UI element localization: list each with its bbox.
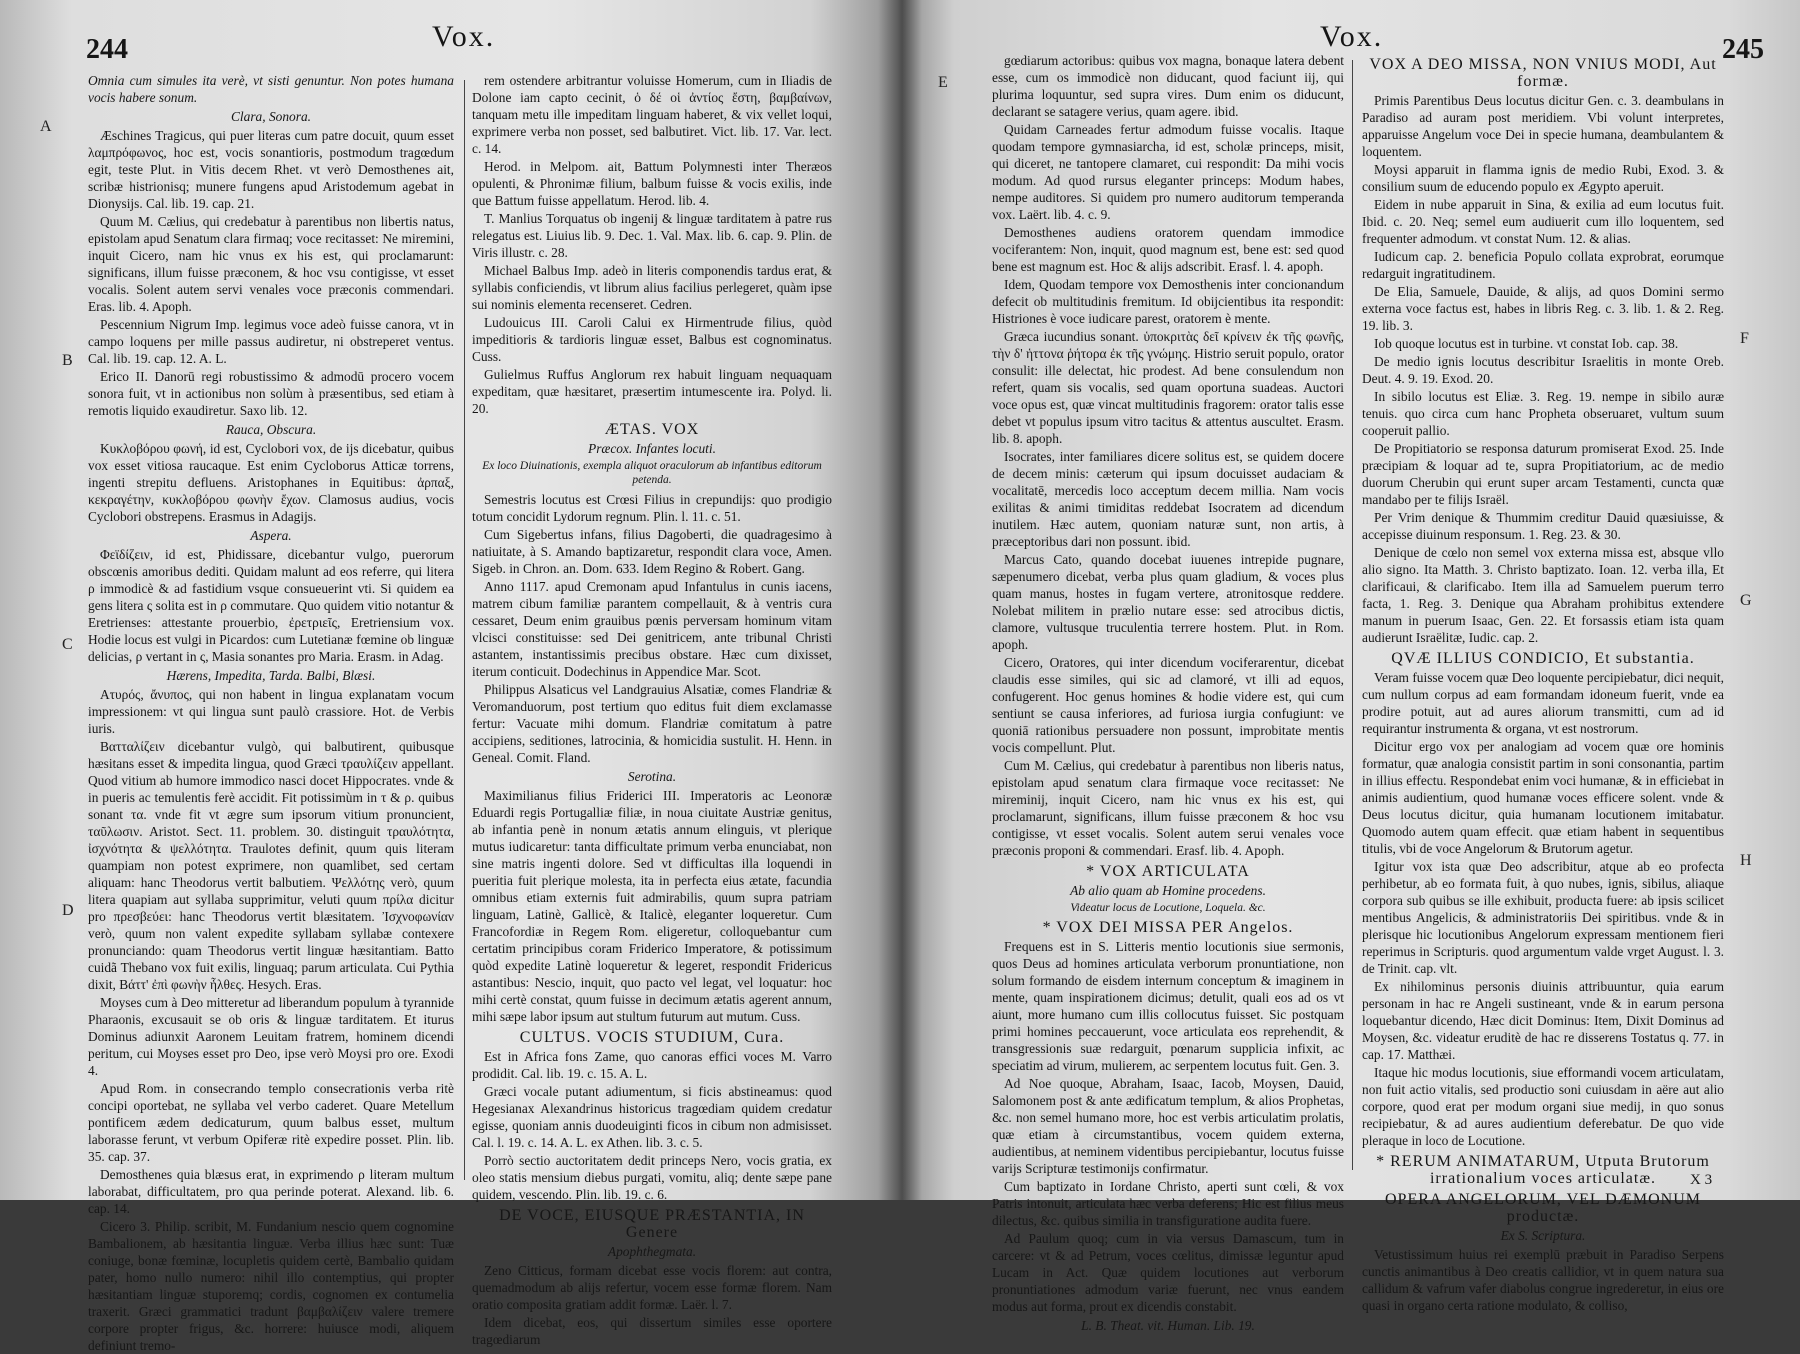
column-rule [1352,60,1353,1170]
paragraph: In sibilo locutus est Eliæ. 3. Reg. 19. nempe in sibilo auræ tenuis. quo circa cum hanc Propheta obseruaret, vultum suum cooperuit pallio. [1362,389,1724,438]
paragraph: Dicitur ergo vox per analogiam ad vocem quæ ore hominis formatur, quæ analogia consistit partim in soni consonantia, partim in illius effectu. Respondebat enim voci humanæ, & in efficiebat in animis audientium, quod humanæ voces efficere solent. vnde & Deus locutus dicitur, quia humanam locutionem imitabatur. Quomodo autem quam effecit. quæ etiam habent in sequentibus titulis, vbi de voce Angelorum & Brutorum agetur. [1362,739,1724,856]
paragraph: Itaque hic modus locutionis, siue efformandi vocem articulatam, non fuit actio vitalis, sed productio soni cuiusdam in aëre aut alio corpore, quod erat per modum organi siue medij, in quo sonus recipiebatur, & ad aures audientium deferebatur. De quo vide pleraque in loco de Locutione. [1362,1065,1724,1148]
section-heading: VOX A DEO MISSA, NON VNIUS MODI, Aut formæ. [1369,56,1717,90]
paragraph: Βατταλίζειν dicebantur vulgò, qui balbutirent, quibusque hæsitans esset & impedita lingua, quod Græci τραυλίζειν appellant. Quod vitium ab humore immodico nasci docet Hippocrates. vnde & in pueris ac temulentis ferè accidit. Fit potissimùm in τ & ρ. quibus sonant τα. vnde fit vt ægre sum ipsorum vitium pronuncient, ταῦλωσιν. Aristot. Sect. 11. problem. 30. distinguit τραυλότητα, ἰσχνότητα & ψελλότητα. Traulotes definit, quum quis literam quampiam non potest exprimere, non quamlibet, sed certam aliquam: hanc Theodorus vertit balbutiem. Ψελλότης verò, quum litera quapiam aut syllaba supprimitur, veluti quum πρίλα dicitur pro πρεσβεύει: hanc Theodorus vertit blæsitatem. Ἰσχνοφωνίαν verò, quum non valent expedite syllabam syllabæ contexere pronunciando: quam Theodorus vertit linguæ hæsitantiam. Batto cuidã Thebano vox fuit exilis, linguaq; parum articulata. Cui Pythia dixit, Βάττ' ἐπὶ φωνὴν ἦλθες. Hesych. Eras. [88,739,454,992]
subheading: Rauca, Obscura. [225,422,317,437]
paragraph: Erico II. Danorū regi robustissimo & admodū procero vocem sonora fuit, vt in actionibus non solùm à præsentibus, sed etiam à remotis liquido exaudiretur. Saxo lib. 12. [88,369,454,418]
subheading: L. B. Theat. vit. Human. Lib. 19. [1081,1318,1255,1333]
margin-letter: H [1740,852,1752,869]
paragraph: gœdiarum actoribus: quibus vox magna, bonaque latera debent esse, cum os immodicè non diducant, quod faciunt iij, qui plurima loquuntur, sed supra vires. Dum enim os diducunt, declarant se satagere verius, quam agere. ibid. [992,53,1344,119]
cross-reference-note: Videatur locus de Locutione, Loquela. &c. [1070,902,1266,914]
paragraph: De medio ignis locutus describitur Israelitis in monte Oreb. Deut. 4. 9. 19. Exod. 20. [1362,354,1724,386]
margin-letter: B [62,352,73,369]
paragraph: T. Manlius Torquatus ob ingenij & linguæ tarditatem à patre rus relegatus est. Liuius lib. 9. Dec. 1. Val. Max. lib. 6. cap. 9. Plin. de Viris illustr. c. 28. [472,211,832,260]
section-heading: DE VOCE, EIUSQUE PRÆSTANTIA, IN Genere [499,1207,805,1241]
paragraph: Cum baptizato in Iordane Christo, aperti sunt cœli, & vox Patris intonuit, articulata hæc verba deferens; Hic est filius meus dilectus, &c. quibus similia in transfiguratione audita fuere. [992,1179,1344,1228]
running-head: Vox. [432,20,496,53]
margin-letter: D [62,902,74,919]
margin-letter: C [62,636,73,653]
section-heading: CULTUS. VOCIS STUDIUM, Cura. [519,1029,785,1046]
verse-line: Omnia cum simules ita verè, vt sisti genuntur. Non potes humana vocis habere sonum. [88,73,454,105]
section-heading: * VOX ARTICULATA [1086,863,1250,880]
running-head: Vox. [1320,20,1384,53]
page-number: 244 [86,34,128,65]
subheading: Præcox. Infantes locuti. [588,441,716,456]
paragraph: Vetustissimum huius rei exemplū præbuit in Paradiso Serpens cunctis animantibus à Deo creatis callidior, vt in quem natura sua callidum & vafrum vafer diabolus congrue ingrederetur, in eius ore quasi in organo certa ratione modulato, & colliso, [1362,1247,1724,1313]
page-number: 245 [1722,34,1764,65]
column-rule [464,80,465,1180]
paragraph: Per Vrim denique & Thummim creditur Dauid quæsiuisse, & accepisse diuinum responsum. 1. Reg. 23. & 30. [1362,510,1724,542]
paragraph: Frequens est in S. Litteris mentio locutionis siue sermonis, quos Deus ad homines articulata verborum pronuntiatione, non solum formando de eisdem internum conceptum & imaginem in mente, quam inspirationem dicimus; detulit, quali eos ad os vt aiunt, more humano cum illis collocutus fuisset. Sic postquam primi homines peccauerunt, voce articulata eos reprehendit, & transgressionis suæ redarguit, pœnarum supplicia infixit, ac speciatim ad virum, mulierem, ac serpentem locutus fuit. Gen. 3. [992,939,1344,1073]
paragraph: Gulielmus Ruffus Anglorum rex habuit linguam nequaquam expeditam, quæ hæsitaret, præsertim intumescente ira. Polyd. li. 20. [472,367,832,416]
subheading: Serotina. [627,769,677,784]
book-gutter [878,0,922,1200]
paragraph: Veram fuisse vocem quæ Deo loquente percipiebatur, dici nequit, cum nullum corpus ad eam formandam idoneum fuerit, vnde ea prodire potuit, aut ad aures aliorum transmitti, cum ad id requirantur instrumenta & organa, vt est nostrorum. [1362,670,1724,736]
paragraph: rem ostendere arbitrantur voluisse Homerum, cum in Iliadis de Dolone iam capto cecinit, ὁ δέ οἱ ἀντίος ἔστη, βαμβαίνων, tanquam metu ille impeditam linguam haberet, & vix vellet loqui, exprimere verba non posset, sed balbutiret. Vict. lib. 17. Var. lect. c. 14. [472,73,832,156]
signature-mark: X 3 [1690,1172,1713,1188]
paragraph: Cum Sigebertus infans, filius Dagoberti, die quadragesimo à natiuitate, à S. Amando baptizaretur, respondit clara voce, Amen. Sigeb. in Chron. an. Dom. 633. Idem Regino & Robert. Gang. [472,527,832,576]
paragraph: Denique de cœlo non semel vox externa missa est, absque vllo alio signo. Ita Matth. 3. Christo baptizato. Ioan. 12. verba illa, Et clarificaui, & clarificabo. Item illa ad Samuelem puerum terro facta, 1. Reg. 3. Denique qua Abraham prohibitus extendere manum in puerum Isaac, Gen. 22. Et forsassis etiam ista quam audierunt Israëlitæ, Iudic. cap. 2. [1362,545,1724,645]
margin-letter: F [1740,330,1749,347]
section-heading: * RERUM ANIMATARUM, Utputa Brutorum irrationalium voces articulatæ. [1376,1153,1710,1187]
paragraph: Ex nihilominus personis diuinis attribuuntur, quia earum personam in hac re Angeli sustineant, vnde & in earum persona loquebantur dicendo, Hæc dicit Dominus: Item, Dixit Dominus ad Moysen, &c. videatur eruditè de hac re disserens Tostatus q. 77. in cap. 17. Matthæi. [1362,979,1724,1062]
paragraph: Cicero, Oratores, qui inter dicendum vociferarentur, dicebat claudis esse similes, qui sic ad clamoré, vt illi ad equos, confugerent. Hoc genus homines & hodie videre est, qui cum sentiunt se causa inferiores, ad furiosa iurgia confugiunt: ve quoniā rationibus persuadere non possunt, improbitate mentis vocis compellunt. Plut. [992,655,1344,755]
paragraph: Isocrates, inter familiares dicere solitus est, se quidem docere de decem minis: cæterum qui ipsum docuisset audaciam & vocalitatē, mercedis loco acceptum decem millia. Nam vocis exilitas & animi timiditas reddebat Isocratem ad dicendum inutilem. Hæc autem, quoniam naturæ sunt, non artis, à præceptoribus dari non possunt. ibid. [992,449,1344,549]
section-heading: OPERA ANGELORUM, VEL DÆMONUM productæ. [1384,1191,1702,1225]
paragraph: Maximilianus filius Friderici III. Imperatoris ac Leonoræ Eduardi regis Portugalliæ filiæ, in noua ciuitate Austriæ genitus, ab infantia penè in nonum ætatis annum elinguis, vt plerique mutus iudicaretur: tanta difficultate primum verba enunciabat, non sine matris ingenti dolore. Sed vt difficultas illa loquendi in pueritia fuit plerique molesta, ita in perfecta eius ætate, facundia omnibus etiam externis fuit admirabilis, quum supra patriam linguam, Latinè, Gallicè, & Italicè, eleganter loqueretur. Cum Francofordiæ in Regem Rom. eligeretur, colloquebantur cum certatim principibus coram Friderico Imperatore, & potissimum quòd expedite Latinè loqueretur & legeret, respondit Fridericus astantibus: Nescio, inquit, quo pacto vel legat, vel loquatur: hoc mihi certè constat, quum fuisse in decimum ætatis agerent annum, mihi sæpe labor ipsum aut stultum futurum aut mutum. Cuss. [472,788,832,1024]
paragraph: Igitur vox ista quæ Deo adscribitur, atque ab eo profecta perhibetur, ab eo formata fuit, à quo nubes, ignis, sibilus, aliaque corpora sub quibus se ille exhibuit, producta fuere: ab ipsis scilicet mentibus Angelicis, & administratoriis Dei spiritibus. vnde & in plerisque hic locutionibus Angelorum expressam mentionem fieri reperimus in Scripturis. quod argumentum valde vrget August. l. 3. de Trinit. cap. vlt. [1362,859,1724,976]
paragraph: De Propitiatorio se responsa daturum promiserat Exod. 25. Inde præcipiam & loquar ad te, supra Propitiatorium, ac de medio duorum Cherubin qui erunt super arcam Testamenti, cuncta quæ mandabo per te filijs Israël. [1362,441,1724,507]
paragraph: Moyses cum à Deo mitteretur ad liberandum populum à tyrannide Pharaonis, excusauit se ob oris & linguæ tarditatem. Et iturus Dominus adiunxit Aaronem Leuitam fratrem, hominem dicendi peritum, cui Moyses esset pro Deo, ipse verò Moysi pro ore. Exodi 4. [88,995,454,1078]
section-heading: QVÆ ILLIUS CONDICIO, Et substantia. [1391,650,1695,667]
text-column-left [88,72,454,1353]
margin-letter: G [1740,592,1752,609]
paragraph: Primis Parentibus Deus locutus dicitur Gen. c. 3. deambulans in Paradiso ad auram post meridiem. Vbi volunt interpretes, apparuisse Angelum voce Dei in specie humana, deambulantem & loquentem. [1362,93,1724,159]
paragraph: Semestris locutus est Crœsi Filius in crepundijs: quo prodigio totum concidit Lydorum regnum. Plin. l. 11. c. 51. [472,492,832,524]
paragraph: Quum M. Cælius, qui credebatur à parentibus non libertis natus, epistolam apud Senatum clara firmaq; voce recitasset: Ne miremini, inquit Cicero, nam hic vnus ex his est, qui proclamarunt: significans, illum fuisse præconem, & hoc vsu contigisse, vt esset vocalis. Solent autem servi venales voce præconis commendari. Eras. lib. 4. Apoph. [88,214,454,314]
paragraph: Græca iucundius sonant. ὑποκριτὰς δεῖ κρίνειν ἐκ τῆς φωνῆς, τὴν δ' ἡττονα ῥήτορα ἐκ τῆς γνώμης. Histrio seruit populo, orator consulit: ille delectat, hic prodest. Ad bene consulendum non refert, quam sis vocalis, sed quam oportuna suadeas. Auctori voce opus est, quæ vincat multitudinis fragorem: orator talis esse debet vt populus ipsum vitro tacitus & attentus auscultet. Erasm. lib. 8. apoph. [992,329,1344,446]
paragraph: Iob quoque locutus est in turbine. vt constat Iob. cap. 38. [1374,336,1679,351]
text-column-left [992,52,1344,1333]
paragraph: Porrò sectio auctoritatem dedit princeps Nero, vocis gratia, ex oleo statis mensium diebus purgati, vomitu, aliq; dente sæpe pane quidem, vescendo. Plin. lib. 19. c. 6. [472,1153,832,1202]
paragraph: Græci vocale putant adiumentum, si ficis abstineamus: quod Hegesianax Alexandrinus historicus tragœdiam quidem credatur egisse, quoniam annis duodeuiginti ficos in cibum non admisisset. Cal. l. 19. c. 14. A. L. ex Athen. lib. 3. c. 5. [472,1084,832,1150]
paragraph: Eidem in nube apparuit in Sina, & exilia ad eum locutus fuit. Ibid. c. 20. Neq; semel eum audiuerit cum illo loquentem, sed frequenter admodum. vt constat Num. 12. & alias. [1362,197,1724,246]
paragraph: Φεϊδίζειν, id est, Phidissare, dicebantur vulgo, puerorum obscœnis amoribus dediti. Quidam malunt ad eos referre, qui litera ρ immodicè & ad fastidium vsque consueuerint vti. Si quidem ea gens litera ς solita est in ρ commutare. Quo quidem vitio notantur & Eretrienses: attestante prouerbio, ἐρετριεῖς, Eretriensium vox. Hodie locus est vulgi in Picardos: cum Lutetianæ fœmine ob linguæ delicias, ρ vertant in ς, Masia sonantes pro Maria. Erasm. in Adag. [88,547,454,664]
paragraph: Apud Rom. in consecrando templo consecrationis verba ritè concipi oportebat, ne syllaba vel verbo caderet. Quare Metellum pontificem ædem dedicaturum, quum balbus esset, multum laborasse ferunt, vt verbum Opiferæ ritè expedire posset. Plin. lib. 35. cap. 37. [88,1081,454,1164]
paragraph: Anno 1117. apud Cremonam apud Infantulus in cunis iacens, matrem cibum familiæ parantem compellauit, & à ventris cura cessaret, Deum enim grauibus pœnis perversam hominum vitam vlcisci constituisse: sed Dei genitricem, ante tribunal Christi astantem, instantissimis precibus obstare. Hæc cum dixisset, iterum conticuit. Dodechinus in Appendice Mar. Scot. [472,579,832,679]
text-column-right [472,72,832,1347]
paragraph: Idem dicebat, eos, qui dissertum similes esse oportere tragœdiarum [472,1315,832,1347]
cross-reference-note: Ex loco Diuinationis, exempla aliquot oraculorum ab infantibus editorum petenda. [482,460,822,486]
paragraph: Est in Africa fons Zame, quo canoras effici voces M. Varro prodidit. Cal. lib. 19. c. 15. A. L. [472,1049,832,1081]
subheading: Hærens, Impedita, Tarda. Balbi, Blæsi. [166,668,376,683]
paragraph: Herod. in Melpom. ait, Battum Polymnesti inter Theræos opulenti, & Phronimæ filium, balbum fuisse & vocis exilis, inde que Battum fuisse appellatum. Herod. lib. 4. [472,159,832,208]
paragraph: De Elia, Samuele, Dauide, & alijs, ad quos Domini sermo externa voce factus est, habes in libris Reg. c. 3. lib. 1. & 2. Reg. 19. lib. 3. [1362,284,1724,333]
paragraph: Idem, Quodam tempore vox Demosthenis inter concionandum defecit ob multitudinis fremitum. Id obijcientibus ita respondit: Histriones è voce iudicare parest, oratorem è mente. [992,277,1344,326]
left-page [0,0,900,1353]
paragraph: Æschines Tragicus, qui puer literas cum patre docuit, quum esset λαμπρόφωνος, hoc est, vocis sonantioris, postmodum tragœdum egit, teste Plut. in Vitis decem Rhet. vt verò Demosthenes ait, scribæ histrionisq; munere fungens apud Aristodemum agebat in Dionysijs. Cal. lib. 19. cap. 21. [88,128,454,211]
paragraph: Zeno Citticus, formam dicebat esse vocis florem: aut contra, quemadmodum ab alijs refertur, vocem esse formæ florem. Nam oratio composita gratiam addit formæ. Laër. l. 7. [472,1263,832,1312]
paragraph: Demosthenes quia blæsus erat, in exprimendo ρ literam multum laborabat, difficultatem, pro qua perinde poterat. Alexand. lib. 6. cap. 14. [88,1167,454,1216]
paragraph: Michael Balbus Imp. adeò in literis componendis tardus erat, & syllabis conficiendis, vt librum alius facilius perlegeret, quàm ipse sui nominis elementa recenseret. Cedren. [472,263,832,312]
paragraph: Ατυρός, ἄνυπος, qui non habent in lingua explanatam vocum impressionem: vt qui lingua sunt paulò crassiore. Hot. de Verbis iuris. [88,687,454,736]
paragraph: Philippus Alsaticus vel Landgrauius Alsatiæ, comes Flandriæ & Veromanduorum, post tertium quo editus fuit diem exclamasse fertur: Vacuate mihi domum. Flandriæ comitatum à patre accipiens, seditiones, latrocinia, & homicidia sustulit. H. Henn. in Geneal. Comit. Fland. [472,682,832,765]
paragraph: Cum M. Cælius, qui credebatur à parentibus non liberis natus, epistolam apud senatum clara firmaque voce recitasset: Ne mireminij, inquit Cicero, nam hic vnus ex his est, qui proclamarunt, significans, illum fuisse præconem & hoc vsu contigisse, vt esset vocalis. Solent autem serui venales voce præconis proponi & commendari. Erasf. lib. 4. Apoph. [992,758,1344,858]
paragraph: Quidam Carneades fertur admodum fuisse vocalis. Itaque quodam tempore gymnasiarcha, id est, scholæ princeps, misit, qui diceret, ne tantopere clamaret, cui respondit: Da mihi vocis modum. Ad quod rursus eleganter princeps: Modum habes, nempe auditores. Si quidem pro numero auditorum temperanda vox. Laërt. lib. 4. c. 9. [992,122,1344,222]
subheading: Ab alio quam ab Homine procedens. [1070,883,1266,898]
right-page [900,0,1800,1333]
subheading: Clara, Sonora. [231,109,311,124]
paragraph: Pescennium Nigrum Imp. legimus voce adeò fuisse canora, vt in campo loquens per mille passus audiretur, ni obstreperet ventus. Cal. lib. 19. cap. 12. A. L. [88,317,454,366]
section-heading: * VOX DEI MISSA PER Angelos. [1042,919,1294,936]
text-column-right [1362,52,1724,1313]
margin-letter: E [938,74,948,91]
paragraph: Moysi apparuit in flamma ignis de medio Rubi, Exod. 3. & consilium suum de educendo populo ex Ægypto aperuit. [1362,162,1724,194]
margin-letter: A [40,118,52,135]
subheading: Apophthegmata. [607,1244,697,1259]
paragraph: Ad Noe quoque, Abraham, Isaac, Iacob, Moysen, Dauid, Salomonem post & ante ædificatum templum, & alios Prophetas, &c. non semel humano more, hoc est verbis articulatim prolatis, quæ etiam à circumstantibus, vocem quidem externa, audientibus, at neminem videntibus percipiebantur, locutus fuisse varijs Scripturæ testimonijs confirmatur. [992,1076,1344,1176]
paragraph: Ludouicus III. Caroli Calui ex Hirmentrude filius, quòd impeditioris & tardioris linguæ esset, Balbus est cognominatus. Cuss. [472,315,832,364]
paragraph: Ad Paulum quoq; cum in via versus Damascum, tum in carcere: vt & ad Petrum, voces cœlitus, dimissæ leguntur apud Lucam in Act. Quæ quidem locutiones aut verborum pronuntiationes admodum variæ fuerunt, nec vnus eandem modus aut forma, prout ex dicendis constabit. [992,1231,1344,1314]
section-heading: ÆTAS. VOX [604,421,700,438]
paragraph: Cicero 3. Philip. scribit, M. Fundanium nescio quem cognomine Bambalionem, ab hæsitantia linguæ. Verba illius hæc sunt: Tuæ coniuge, bonæ fœminæ, locupletis quidem certè, Bambalio quidam pater, homo nullo numero: nihil illo contemptius, qui propter hæsitantiam linguæ stuporemq; cordis, cognomen ex contumelia traxerit. Græci grammatici tradunt βαμβαλίζειν valere tremere corpore propter frigus, &c. horrere: huiusce modi, aliquem definiunt tremo- [88,1219,454,1353]
paragraph: Marcus Cato, quando docebat iuuenes intrepide pugnare, sæpenumero dicebat, verba plus quam gladium, & voces plus quam manus, hostes in fugam vertere, atronitosque reddere. Nolebat militem in prælio nutare esse: sed atrocibus dictis, clamore, vultusque truculentia terrere hostem. Plut. in Rom. apoph. [992,552,1344,652]
paragraph: Iudicum cap. 2. beneficia Populo collata exprobrat, eorumque redarguit ingratitudinem. [1362,249,1724,281]
paragraph: Demosthenes audiens oratorem quendam immodice vociferantem: Non, inquit, quod magnum est, bene est: sed quod bene est magnum est. Hoc & alijs adscribit. Erasf. l. 4. apoph. [992,225,1344,274]
subheading: Ex S. Scriptura. [1500,1228,1586,1243]
subheading: Aspera. [250,528,292,543]
paragraph: Κυκλοβόρου φωνή, id est, Cyclobori vox, de ijs dicebatur, quibus vox esset vitiosa raucaque. Est enim Cycloborus Atticæ torrens, ingenti strepitu defluens. Aristophanes in Equitibus: ἀρπαξ, κεκραγέτην, κυκλοβόρου φωνὴν ἔχων. Clamosus audius, vocis Cyclobori obstrepens. Erasmus in Adagijs. [88,441,454,524]
